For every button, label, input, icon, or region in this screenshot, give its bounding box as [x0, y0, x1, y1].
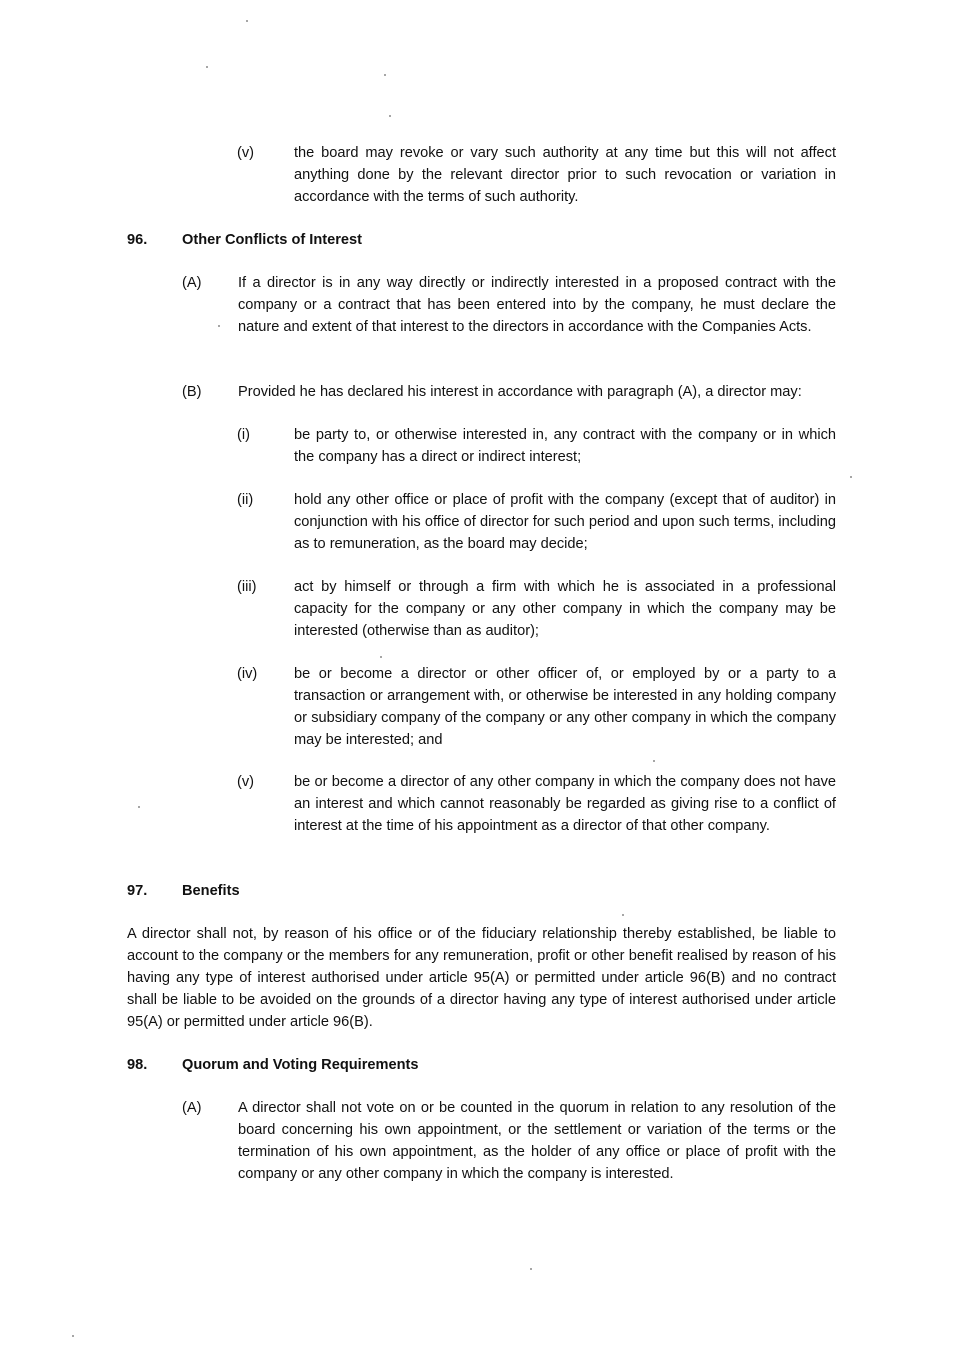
section-title: Other Conflicts of Interest — [182, 232, 363, 248]
section-title: Quorum and Voting Requirements — [182, 1057, 419, 1073]
item-text: be or become a director or other officer of, or employed by or a party to a transaction or arrangement with, or otherwise be interested in any holding company or subsidiary company of the company or any other company in which the company may be interested; and — [294, 666, 836, 748]
paragraph-text: A director shall not vote on or be counted in the quorum in relation to any resolution of the board concerning his own appointment, or the settlement or variation of the terms or the termination of his own appointment, as the holder of any office or place of profit with the company or any other company in which the company is interested. — [238, 1100, 836, 1182]
section-number: 98. — [127, 1057, 148, 1073]
section-number: 97. — [127, 883, 148, 899]
paragraph-number: (A) — [182, 275, 202, 291]
item-text: be party to, or otherwise interested in, any contract with the company or in which the company has a direct or indirect interest; — [294, 427, 836, 465]
scan-speck — [138, 806, 140, 808]
item-number: (v) — [237, 774, 255, 790]
scan-speck — [530, 1268, 532, 1270]
scan-speck — [218, 325, 220, 327]
scan-speck — [380, 656, 382, 658]
paragraph-text: If a director is in any way directly or indirectly interested in a proposed contract with the company or a contract that has been entered into by the company, he must declare the nature and extent of that interest to the directors in accordance with the Companies Acts. — [238, 275, 836, 335]
scan-speck — [653, 760, 655, 762]
item-number: (i) — [237, 427, 250, 443]
paragraph-number: (A) — [182, 1100, 202, 1116]
scan-speck — [384, 74, 386, 76]
section-number: 96. — [127, 232, 148, 248]
item-number: (iii) — [237, 579, 257, 595]
item-number: (ii) — [237, 492, 254, 508]
scan-speck — [206, 66, 208, 68]
section-title: Benefits — [182, 883, 240, 899]
item-text: act by himself or through a firm with which he is associated in a professional capacity for the company or any other company in which the company may be interested (otherwise than as auditor); — [294, 579, 836, 639]
section-text: A director shall not, by reason of his office or of the fiduciary relationship thereby established, be liable to account to the company or the members for any remuneration, profit or other benefit realised by reason of his having any type of interest authorised under article 95(A) or permitted under article 96(B) and no contract shall be liable to be avoided on the grounds of a director having any type of interest authorised under article 95(A) or permitted under article 96(B). — [127, 926, 836, 1030]
item-number: (v) — [237, 145, 255, 161]
item-text: hold any other office or place of profit with the company (except that of auditor) in conjunction with his office of director for such period and upon such terms, including as to remuneration, as the board may decide; — [294, 492, 836, 552]
paragraph-number: (B) — [182, 384, 202, 400]
scan-speck — [850, 476, 852, 478]
scan-speck — [72, 1335, 74, 1337]
scan-speck — [246, 20, 248, 22]
item-text: be or become a director of any other company in which the company does not have an interest and which cannot reasonably be regarded as giving rise to a conflict of interest at the time of his appointment as a director of that other company. — [294, 774, 836, 834]
scan-speck — [389, 115, 391, 117]
paragraph-text: Provided he has declared his interest in accordance with paragraph (A), a director may: — [238, 384, 802, 400]
scan-speck — [622, 914, 624, 916]
item-number: (iv) — [237, 666, 258, 682]
item-text: the board may revoke or vary such authority at any time but this will not affect anything done by the relevant director prior to such revocation or variation in accordance with the terms of such authority. — [294, 145, 836, 205]
